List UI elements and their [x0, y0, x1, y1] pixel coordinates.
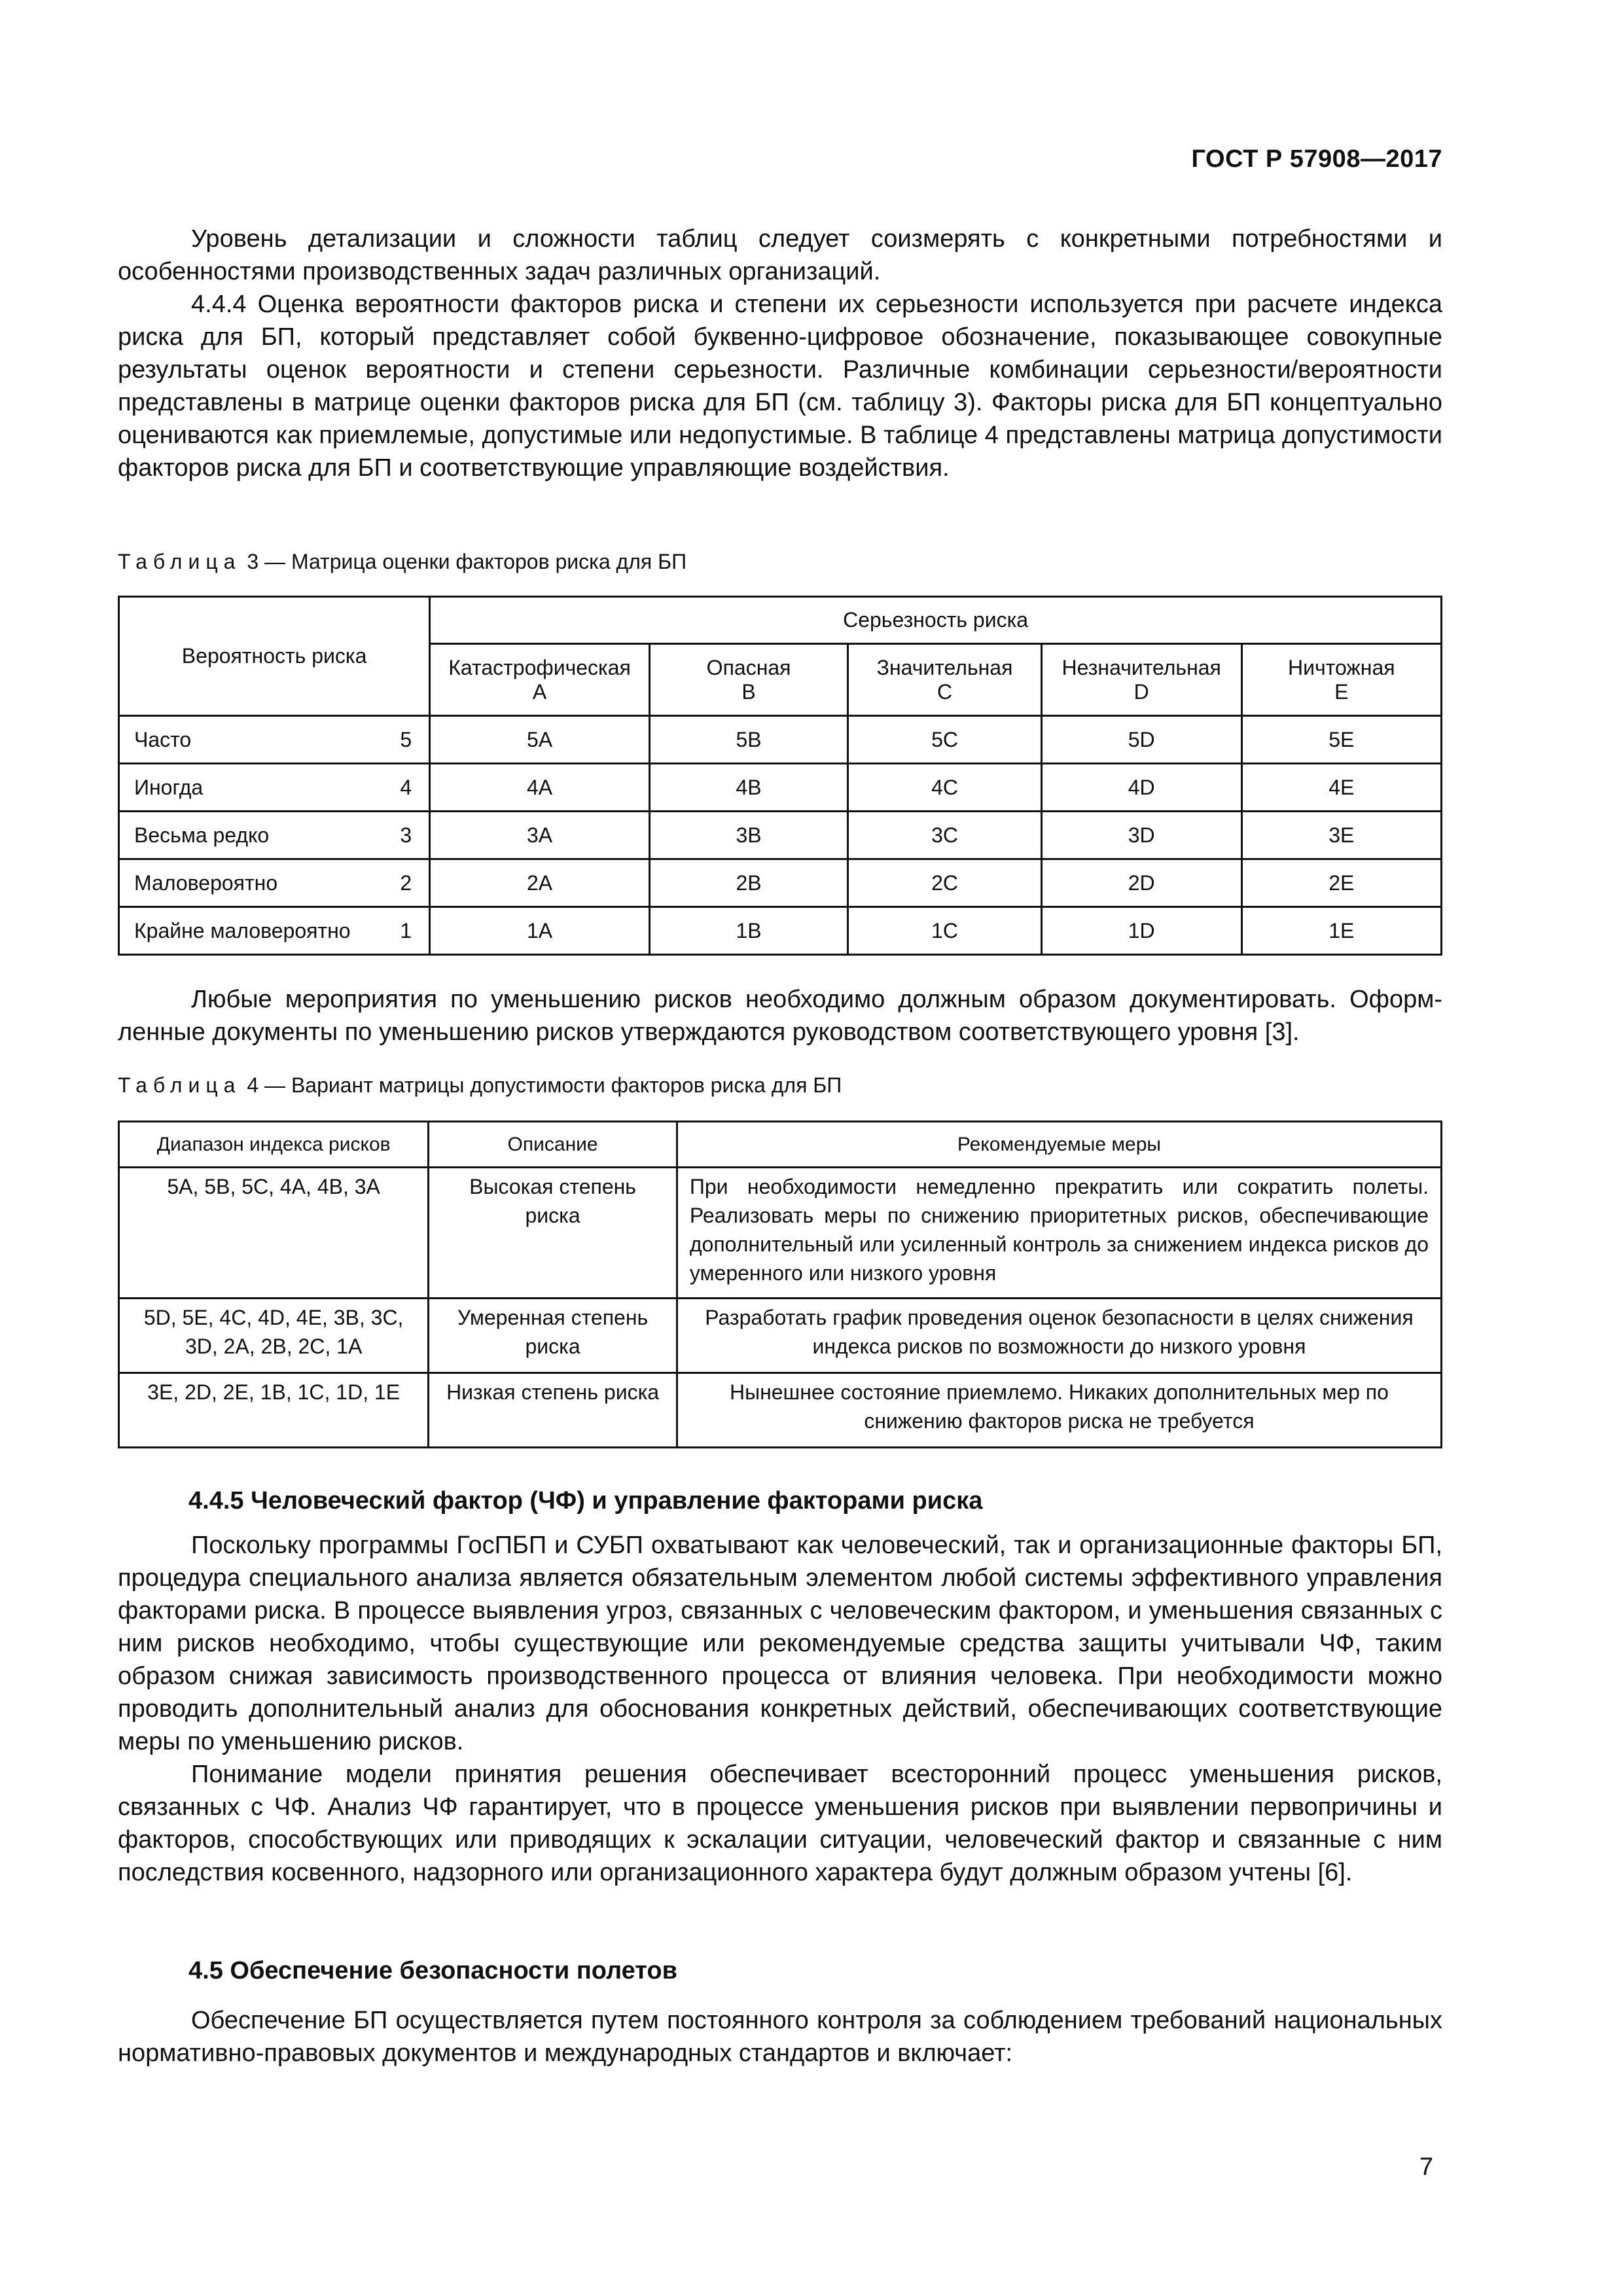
matrix-cell: 5B: [649, 716, 847, 764]
table3-severity-header: Серьезность риска: [430, 597, 1442, 644]
matrix-cell: 5D: [1041, 716, 1241, 764]
table3-corner-header: Вероятность риска: [119, 597, 430, 716]
table-row: [119, 812, 1442, 859]
matrix-cell: 1A: [430, 907, 650, 955]
matrix-cell: 5E: [1241, 716, 1441, 764]
matrix-cell: 2A: [430, 859, 650, 907]
table-row: [119, 859, 1442, 907]
table4-header-description: Описание: [429, 1122, 677, 1168]
table4-caption-prefix: Таблица: [118, 1073, 241, 1097]
table3-column-header: Значительная C: [848, 644, 1042, 716]
risk-tolerability-matrix-table: [118, 1121, 1442, 1448]
document-id-header: ГОСТ Р 57908—2017: [1191, 145, 1442, 173]
table3-caption: [118, 550, 687, 574]
section-4-4-5-body: [118, 1529, 1442, 1889]
section-4-5-body: [118, 2004, 1442, 2070]
table3-column-header: Катастрофическая A: [430, 644, 650, 716]
likelihood-cell: Крайне маловероятно 1: [119, 907, 430, 955]
middle-section: [118, 983, 1442, 1049]
matrix-cell: 3B: [649, 812, 847, 859]
matrix-cell: 5A: [430, 716, 650, 764]
matrix-cell: 4A: [430, 764, 650, 812]
table4-header-measures: Рекомендуемые меры: [677, 1122, 1441, 1168]
section-4-4-5-paragraph-1: Поскольку программы ГосПБП и СУБП охватывают как человеческий, так и организационные факторы БП, процедура специального анализа является обязательным элементом любой системы эффективного управления факторами риска. В процессе выявления угроз, связанных с человеческим фактором, и уменьшения связанных с ним рисков необходимо, чтобы существующие или рекомендуемые средства защиты учитывали ЧФ, таким образом снижая зависимость производственного процесса от влияния человека. При необходимости можно проводить дополнительный анализ для обоснования конкретных действий, обеспечивающих соответствующие меры по уменьшению рисков.: [118, 1532, 1442, 1755]
page-number: 7: [1419, 2153, 1433, 2181]
intro-paragraph-1: Уровень детализации и сложности таблиц следует соизмерять с конкретными потребностями и особенностями производственных задач различных организаций.: [118, 225, 1442, 285]
table-row: [119, 907, 1442, 955]
matrix-cell: 4E: [1241, 764, 1441, 812]
measures-cell: Нынешнее состояние приемлемо. Никаких дополнительных мер по снижению факторов риска не требуется: [677, 1373, 1441, 1448]
index-range-cell: 5A, 5B, 5C, 4A, 4B, 3A: [119, 1168, 429, 1299]
section-4-5-paragraph: Обеспечение БП осуществляется путем постоянного контроля за соблюдением требований национальных нормативно-правовых документов и международных стандартов и включает:: [118, 2007, 1442, 2067]
matrix-cell: 2E: [1241, 859, 1441, 907]
matrix-cell: 5C: [848, 716, 1042, 764]
matrix-cell: 3A: [430, 812, 650, 859]
table4-header-range: Диапазон индекса рисков: [119, 1122, 429, 1168]
matrix-cell: 4B: [649, 764, 847, 812]
table-row: [119, 1168, 1442, 1299]
table3-column-header: Ничтожная E: [1241, 644, 1441, 716]
table-row: [119, 764, 1442, 812]
matrix-cell: 2D: [1041, 859, 1241, 907]
table3-caption-text: 3 — Матрица оценки факторов риска для БП: [241, 550, 687, 573]
description-cell: Умеренная степень риска: [429, 1299, 677, 1373]
section-4-5-heading: 4.5 Обеспечение безопасности полетов: [188, 1957, 677, 1984]
table-row: [119, 1299, 1442, 1373]
measures-cell: При необходимости немедленно прекратить или сократить полеты. Реализовать меры по снижению приоритетных рисков, обеспечивающие дополнительный или усиленный контроль за снижением индекса рисков до умеренного или низкого уровня: [677, 1168, 1441, 1299]
index-range-cell: 3E, 2D, 2E, 1B, 1C, 1D, 1E: [119, 1373, 429, 1448]
matrix-cell: 1D: [1041, 907, 1241, 955]
matrix-cell: 4C: [848, 764, 1042, 812]
table3-column-header: Опасная B: [649, 644, 847, 716]
table3-column-header: Незначительная D: [1041, 644, 1241, 716]
intro-paragraph-2: 4.4.4 Оценка вероятности факторов риска и степени их серьезности используется при расчете индекса риска для БП, который представляет собой буквенно-цифровое обозначение, показывающее совокупные результаты оценок вероятности и степени серьезности. Различные комбинации серьезности/вероятности представлены в матрице оценки факторов риска для БП (см. таблицу 3). Факторы риска для БП концептуально оцениваются как приемлемые, допустимые или недопустимые. В таблице 4 представлены матрица допустимости факторов риска для БП и соответствующие управляющие воздействия.: [118, 291, 1442, 482]
description-cell: Высокая степень риска: [429, 1168, 677, 1299]
matrix-cell: 2C: [848, 859, 1042, 907]
section-4-4-5-heading: 4.4.5 Человеческий фактор (ЧФ) и управление факторами риска: [188, 1487, 983, 1515]
likelihood-cell: Иногда 4: [119, 764, 430, 812]
table4-caption: [118, 1073, 842, 1098]
matrix-cell: 3D: [1041, 812, 1241, 859]
matrix-cell: 3C: [848, 812, 1042, 859]
intro-section: [118, 223, 1442, 484]
index-range-cell: 5D, 5E, 4C, 4D, 4E, 3B, 3C, 3D, 2A, 2B, 2C, 1A: [119, 1299, 429, 1373]
table3-caption-prefix: Таблица: [118, 550, 241, 573]
table-row: [119, 1373, 1442, 1448]
matrix-cell: 1B: [649, 907, 847, 955]
documentation-paragraph: Любые мероприятия по уменьшению рисков необходимо должным образом документировать. Оформленные документы по уменьшению рисков утверждаются руководством соответствующего уровня [3].: [118, 986, 1442, 1046]
matrix-cell: 3E: [1241, 812, 1441, 859]
description-cell: Низкая степень риска: [429, 1373, 677, 1448]
likelihood-cell: Весьма редко 3: [119, 812, 430, 859]
matrix-cell: 1E: [1241, 907, 1441, 955]
matrix-cell: 1C: [848, 907, 1042, 955]
table-row: [119, 716, 1442, 764]
risk-assessment-matrix-table: [118, 596, 1442, 956]
likelihood-cell: Маловероятно 2: [119, 859, 430, 907]
section-4-4-5-paragraph-2: Понимание модели принятия решения обеспечивает всесторонний процесс уменьшения рисков, связанных с ЧФ. Анализ ЧФ гарантирует, что в процессе уменьшения рисков при выявлении первопричины и факторов, способствующих или приводящих к эскалации ситуации, человеческий фактор и связанные с ним последствия косвенного, надзорного или организационного характера будут должным образом учтены [6].: [118, 1761, 1442, 1886]
measures-cell: Разработать график проведения оценок безопасности в целях снижения индекса рисков по возможности до низкого уровня: [677, 1299, 1441, 1373]
matrix-cell: 2B: [649, 859, 847, 907]
likelihood-cell: Часто 5: [119, 716, 430, 764]
table4-caption-text: 4 — Вариант матрицы допустимости факторов риска для БП: [241, 1073, 842, 1097]
matrix-cell: 4D: [1041, 764, 1241, 812]
